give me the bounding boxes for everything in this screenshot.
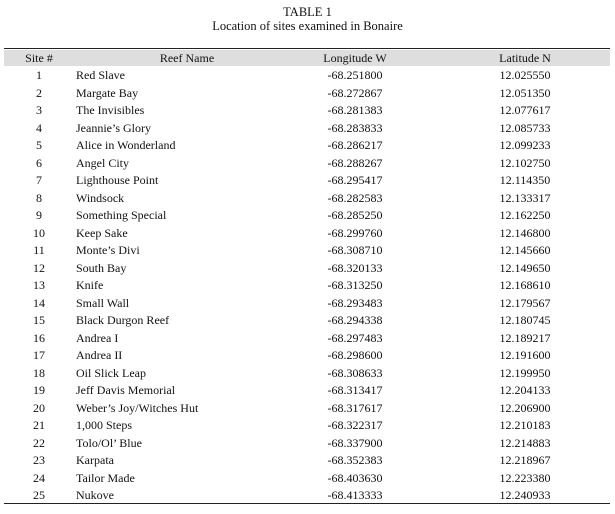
table-bottom-rule	[4, 503, 610, 504]
cell-longitude: -68.281383	[327, 103, 383, 117]
cell-latitude: 12.191600	[499, 348, 551, 362]
table-row	[0, 400, 615, 418]
table-row	[0, 137, 615, 155]
table-row	[0, 277, 615, 295]
table-row	[0, 347, 615, 365]
cell-latitude: 12.179567	[499, 295, 551, 310]
cell-latitude: 12.102750	[499, 155, 551, 170]
cell-site-number: 8	[36, 190, 42, 205]
cell-longitude: -68.322317	[327, 418, 383, 432]
cell-reef-name: Small Wall	[76, 295, 130, 310]
cell-site-number: 20	[33, 400, 45, 415]
cell-longitude: -68.288267	[327, 155, 383, 170]
cell-longitude: -68.308710	[327, 243, 383, 257]
cell-longitude: -68.320133	[327, 260, 383, 275]
cell-latitude: 12.180745	[499, 313, 551, 327]
cell-latitude: 12.162250	[499, 208, 551, 222]
cell-longitude: -68.283833	[327, 120, 383, 135]
table-row	[0, 295, 615, 313]
cell-reef-name: South Bay	[76, 260, 127, 275]
table-row	[0, 417, 615, 435]
table-row	[0, 155, 615, 173]
cell-site-number: 10	[33, 225, 45, 240]
table-row	[0, 102, 615, 120]
cell-site-number: 3	[36, 103, 42, 117]
table-row	[0, 435, 615, 453]
cell-site-number: 23	[33, 453, 45, 467]
cell-latitude: 12.114350	[499, 173, 551, 187]
cell-longitude: -68.317617	[327, 400, 383, 415]
table-row	[0, 120, 615, 138]
cell-site-number: 4	[36, 120, 42, 135]
cell-site-number: 1	[36, 68, 42, 82]
cell-longitude: -68.299760	[327, 225, 383, 240]
cell-latitude: 12.199950	[499, 365, 551, 380]
cell-reef-name: Jeff Davis Memorial	[76, 383, 176, 397]
cell-latitude: 12.149650	[499, 260, 551, 275]
cell-longitude: -68.308633	[327, 365, 383, 380]
table-row	[0, 207, 615, 225]
cell-site-number: 17	[33, 348, 45, 362]
cell-latitude: 12.223380	[499, 470, 551, 485]
cell-site-number: 13	[33, 278, 45, 292]
cell-longitude: -68.286217	[327, 138, 383, 152]
table-row	[0, 260, 615, 278]
table-row	[0, 190, 615, 208]
cell-longitude: -68.282583	[327, 190, 383, 205]
cell-reef-name: Andrea II	[76, 348, 123, 362]
cell-latitude: 12.133317	[499, 190, 551, 205]
cell-latitude: 12.218967	[499, 453, 551, 467]
cell-longitude: -68.337900	[327, 435, 383, 450]
cell-reef-name: Tolo/Ol’ Blue	[76, 435, 142, 450]
cell-longitude: -68.313250	[327, 278, 383, 292]
cell-longitude: -68.352383	[327, 453, 383, 467]
cell-longitude: -68.251800	[327, 68, 383, 82]
cell-reef-name: Andrea I	[76, 330, 119, 345]
cell-site-number: 6	[36, 155, 42, 170]
cell-latitude: 12.025550	[499, 68, 551, 82]
table-label: TABLE 1	[283, 5, 332, 19]
table-row	[0, 470, 615, 488]
cell-reef-name: Weber’s Joy/Witches Hut	[76, 400, 199, 415]
table-row	[0, 67, 615, 85]
cell-reef-name: Red Slave	[76, 68, 125, 82]
cell-latitude: 12.145660	[499, 243, 551, 257]
table-top-rule	[4, 48, 610, 49]
cell-latitude: 12.051350	[499, 85, 551, 100]
cell-latitude: 12.189217	[499, 330, 551, 345]
header-reef-name: Reef Name	[159, 51, 215, 65]
cell-reef-name: Jeannie’s Glory	[76, 120, 151, 135]
header-longitude: Longitude W	[323, 51, 387, 65]
cell-latitude: 12.206900	[499, 400, 551, 415]
cell-longitude: -68.403630	[327, 470, 383, 485]
cell-reef-name: Margate Bay	[76, 85, 139, 100]
cell-latitude: 12.146800	[499, 225, 551, 240]
cell-reef-name: 1,000 Steps	[76, 418, 133, 432]
cell-latitude: 12.240933	[499, 488, 551, 502]
cell-site-number: 16	[33, 330, 45, 345]
cell-site-number: 7	[36, 173, 42, 187]
cell-longitude: -68.298600	[327, 348, 383, 362]
cell-longitude: -68.272867	[327, 85, 383, 100]
table-row	[0, 452, 615, 470]
cell-longitude: -68.285250	[327, 208, 383, 222]
cell-longitude: -68.413333	[327, 488, 383, 502]
cell-reef-name: Monte’s Divi	[76, 243, 140, 257]
cell-site-number: 12	[33, 260, 45, 275]
cell-reef-name: Angel City	[76, 155, 129, 170]
cell-site-number: 22	[33, 435, 45, 450]
header-site-number: Site #	[25, 51, 53, 65]
table-row	[0, 312, 615, 330]
cell-latitude: 12.168610	[499, 278, 551, 292]
cell-longitude: -68.295417	[327, 173, 383, 187]
cell-site-number: 14	[33, 295, 45, 310]
cell-reef-name: Knife	[76, 278, 104, 292]
table-row	[0, 225, 615, 243]
cell-site-number: 15	[33, 313, 45, 327]
cell-site-number: 18	[33, 365, 45, 380]
cell-reef-name: Something Special	[76, 208, 167, 222]
cell-site-number: 11	[33, 243, 45, 257]
cell-longitude: -68.297483	[327, 330, 383, 345]
cell-site-number: 19	[33, 383, 45, 397]
cell-reef-name: The Invisibles	[76, 103, 145, 117]
cell-reef-name: Lighthouse Point	[76, 173, 159, 187]
cell-site-number: 25	[33, 488, 45, 502]
cell-reef-name: Windsock	[76, 190, 125, 205]
cell-longitude: -68.293483	[327, 295, 383, 310]
table-row	[0, 487, 615, 505]
cell-site-number: 5	[36, 138, 42, 152]
cell-latitude: 12.099233	[499, 138, 551, 152]
cell-latitude: 12.204133	[499, 383, 551, 397]
table-row	[0, 365, 615, 383]
table-row	[0, 330, 615, 348]
cell-reef-name: Tailor Made	[76, 470, 135, 485]
table-row	[0, 242, 615, 260]
table-row	[0, 85, 615, 103]
cell-site-number: 9	[36, 208, 42, 222]
cell-reef-name: Karpata	[76, 453, 114, 467]
header-latitude: Latitude N	[499, 51, 551, 65]
cell-longitude: -68.294338	[327, 313, 383, 327]
cell-latitude: 12.214883	[499, 435, 551, 450]
cell-latitude: 12.210183	[499, 418, 551, 432]
cell-longitude: -68.313417	[327, 383, 383, 397]
cell-site-number: 21	[33, 418, 45, 432]
cell-site-number: 2	[36, 85, 42, 100]
cell-latitude: 12.077617	[499, 103, 551, 117]
cell-reef-name: Oil Slick Leap	[76, 365, 146, 380]
table-row	[0, 172, 615, 190]
table-row	[0, 382, 615, 400]
cell-reef-name: Nukove	[76, 488, 114, 502]
cell-reef-name: Black Durgon Reef	[76, 313, 170, 327]
cell-site-number: 24	[33, 470, 45, 485]
table-title: Location of sites examined in Bonaire	[212, 19, 403, 33]
cell-latitude: 12.085733	[499, 120, 551, 135]
cell-reef-name: Keep Sake	[76, 225, 128, 240]
cell-reef-name: Alice in Wonderland	[76, 138, 176, 152]
